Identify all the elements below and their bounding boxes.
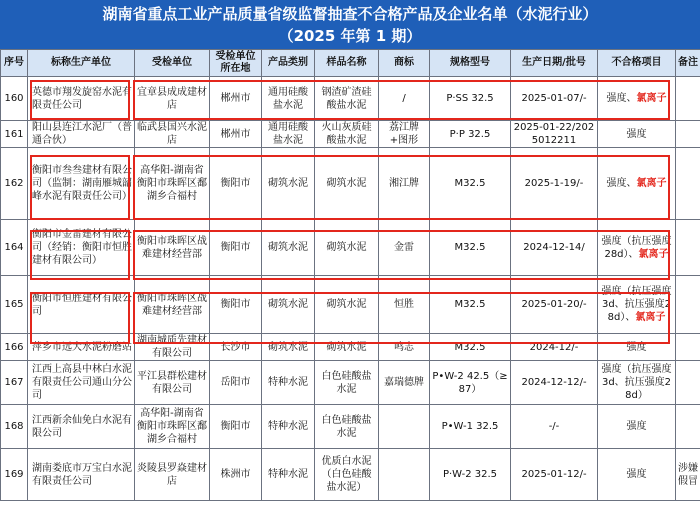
category-cell: 特种水泥 [262,449,315,501]
inspected-unit-cell: 炎陵县罗焱建材店 [135,449,210,501]
producer-cell: 萍乡市远大水泥粉磨站 [28,334,135,361]
failed-item-text: 强度（抗压强度28d）、 [601,235,672,260]
sample-name-cell: 白色硅酸盐水泥 [315,405,379,449]
location-cell: 衡阳市 [210,276,262,334]
production-date-cell: 2024-12/- [511,334,598,361]
location-cell: 衡阳市 [210,405,262,449]
header-row [1,50,700,77]
producer-cell: 江西上高县中林白水泥有限责任公司通山分公司 [28,361,135,405]
col-header-note: 备注 [676,50,700,77]
brand-cell: 嘉瑞德牌 [379,361,430,405]
brand-cell: 湘江牌 [379,148,430,220]
sample-name-cell: 白色硅酸盐水泥 [315,361,379,405]
col-header-spec: 规格型号 [430,50,511,77]
note-cell [676,361,700,405]
title-issue: （2025 年第 1 期） [278,27,422,45]
category-cell: 特种水泥 [262,361,315,405]
inspected-unit-cell: 衡阳市珠晖区战难建材经营部 [135,276,210,334]
location-cell: 衡阳市 [210,148,262,220]
spec-cell: M32.5 [430,276,511,334]
row-no: 160 [1,77,28,121]
title-main: 湖南省重点工业产品质量省级监督抽查不合格产品及企业名单（水泥行业） [102,5,598,23]
inspected-unit-cell: 临武县国兴水泥店 [135,121,210,148]
failed-items-cell [598,449,676,501]
nonconforming-table [0,49,700,501]
row-no: 164 [1,220,28,276]
category-cell: 砌筑水泥 [262,276,315,334]
location-cell: 郴州市 [210,121,262,148]
title-banner [0,0,700,49]
production-date-cell: 2024-12-12/- [511,361,598,405]
producer-cell: 英德市翔发旋窑水泥有限责任公司 [28,77,135,121]
failed-items-cell [598,276,676,334]
spec-cell: M32.5 [430,148,511,220]
sample-name-cell: 优质白水泥（白色硅酸盐水泥） [315,449,379,501]
category-cell: 砌筑水泥 [262,148,315,220]
note-cell [676,334,700,361]
note-cell [676,121,700,148]
brand-cell: / [379,77,430,121]
production-date-cell: 2025-01-20/- [511,276,598,334]
producer-cell: 衡阳市恒胜建材有限公司 [28,276,135,334]
table-row [1,220,700,276]
location-cell: 郴州市 [210,77,262,121]
location-cell: 长沙市 [210,334,262,361]
table-row [1,334,700,361]
brand-cell [379,449,430,501]
brand-cell: 荔江牌+图形 [379,121,430,148]
col-header-inspected: 受检单位 [135,50,210,77]
inspected-unit-cell: 湖南城质先建材有限公司 [135,334,210,361]
row-no: 166 [1,334,28,361]
location-cell: 岳阳市 [210,361,262,405]
sample-name-cell: 砌筑水泥 [315,276,379,334]
producer-cell: 湖南娄底市万宝白水泥有限责任公司 [28,449,135,501]
location-cell: 株洲市 [210,449,262,501]
table-row [1,449,700,501]
spec-cell: P·W-2 32.5 [430,449,511,501]
inspected-unit-cell: 高华阳-湖南省衡阳市珠晖区鄱湖乡合福村 [135,405,210,449]
production-date-cell: 2025-1-19/- [511,148,598,220]
spec-cell: P·P 32.5 [430,121,511,148]
spec-cell: P·SS 32.5 [430,77,511,121]
failed-item-text: 强度、 [606,178,637,189]
failed-items-cell [598,121,676,148]
failed-item-text: 强度 [626,341,647,353]
col-header-failed-items: 不合格项目 [598,50,676,77]
category-cell: 砌筑水泥 [262,220,315,276]
failed-items-cell [598,148,676,220]
table-row [1,121,700,148]
category-cell: 特种水泥 [262,405,315,449]
failed-item-text: 强度 [626,421,647,432]
note-cell [676,77,700,121]
spec-cell: M32.5 [430,220,511,276]
failed-item-highlight: 氯离子 [636,178,667,189]
note-cell [676,220,700,276]
failed-items-cell [598,361,676,405]
failed-item-text: 强度（抗压强度3d、抗压强度28d） [601,364,672,401]
brand-cell: 恒胜 [379,276,430,334]
col-header-no: 序号 [1,50,28,77]
failed-item-text: 强度、 [606,93,637,104]
sample-name-cell: 砌筑水泥 [315,334,379,361]
brand-cell [379,405,430,449]
inspected-unit-cell: 高华阳-湖南省衡阳市珠晖区鄱湖乡合福村 [135,148,210,220]
failed-items-cell [598,405,676,449]
failed-item-text: 强度（抗压强度3d、抗压强度28d）、 [601,286,672,323]
row-no: 167 [1,361,28,405]
producer-cell: 江西新余仙免白水泥有限公司 [28,405,135,449]
failed-item-text: 强度 [626,128,647,140]
producer-cell: 衡阳市叁叁建材有限公司（监制：湖南雁城韶峰水泥有限责任公司） [28,148,135,220]
production-date-cell: 2025-01-07/- [511,77,598,121]
table-row [1,405,700,449]
note-cell [676,276,700,334]
failed-items-cell [598,77,676,121]
failed-item-highlight: 氯离子 [638,248,669,260]
table-row [1,77,700,121]
row-no: 168 [1,405,28,449]
category-cell: 通用硅酸盐水泥 [262,121,315,148]
row-no: 169 [1,449,28,501]
production-date-cell: 2024-12-14/ [511,220,598,276]
col-header-brand: 商标 [379,50,430,77]
production-date-cell: 2025-01-22/2025012211 [511,121,598,148]
spec-cell: M32.5 [430,334,511,361]
table-row [1,276,700,334]
col-header-category: 产品类别 [262,50,315,77]
category-cell: 砌筑水泥 [262,334,315,361]
note-cell [676,405,700,449]
col-header-date: 生产日期/批号 [511,50,598,77]
sample-name-cell: 砌筑水泥 [315,220,379,276]
row-no: 165 [1,276,28,334]
failed-item-highlight: 氯离子 [635,312,666,323]
brand-cell: 鸣志 [379,334,430,361]
production-date-cell: -/- [511,405,598,449]
failed-item-highlight: 氯离子 [636,93,667,104]
col-header-producer: 标称生产单位 [28,50,135,77]
inspected-unit-cell: 衡阳市珠晖区战难建材经营部 [135,220,210,276]
note-cell [676,148,700,220]
sample-name-cell: 钢渣矿渣硅酸盐水泥 [315,77,379,121]
failed-items-cell [598,334,676,361]
col-header-sample: 样品名称 [315,50,379,77]
inspected-unit-cell: 平江县群松建材有限公司 [135,361,210,405]
failed-items-cell [598,220,676,276]
location-cell: 衡阳市 [210,220,262,276]
brand-cell: 金雷 [379,220,430,276]
inspected-unit-cell: 宜章县成成建材店 [135,77,210,121]
table-row [1,148,700,220]
sample-name-cell: 砌筑水泥 [315,148,379,220]
spec-cell: P•W-2 42.5（≥ 87） [430,361,511,405]
production-date-cell: 2025-01-12/- [511,449,598,501]
spec-cell: P•W-1 32.5 [430,405,511,449]
row-no: 161 [1,121,28,148]
failed-item-text: 强度 [626,469,647,480]
note-cell: 涉嫌假冒 [676,449,700,501]
sample-name-cell: 火山灰质硅酸盐水泥 [315,121,379,148]
row-no: 162 [1,148,28,220]
producer-cell: 衡阳市金雷建材有限公司（经销：衡阳市恒胜建材有限公司） [28,220,135,276]
table-row [1,361,700,405]
producer-cell: 阳山县连江水泥厂（普通合伙） [28,121,135,148]
category-cell: 通用硅酸盐水泥 [262,77,315,121]
col-header-location: 受检单位所在地 [210,50,262,77]
